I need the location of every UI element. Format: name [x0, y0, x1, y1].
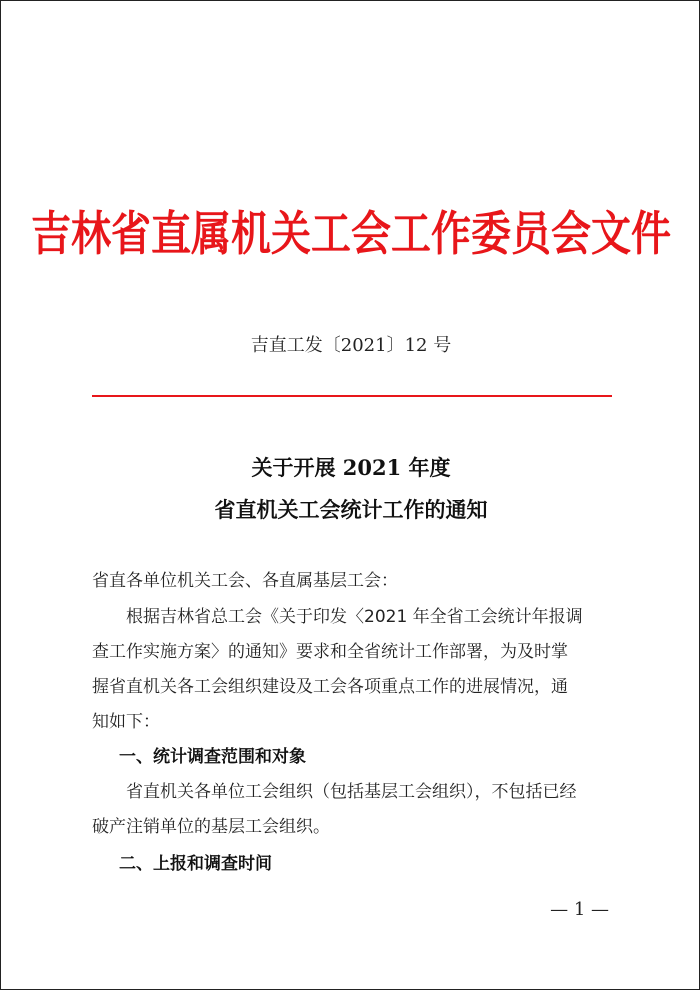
- paragraph-1-line-2: 查工作实施方案〉的通知》要求和全省统计工作部署，为及时掌: [92, 642, 568, 662]
- paragraph-1-line-1: 根据吉林省总工会《关于印发〈2021 年全省工会统计年报调: [92, 607, 583, 627]
- notice-heading-line-1: 关于开展 2021 年度: [251, 455, 451, 480]
- masthead-title: 吉林省直属机关工会工作委员会文件: [31, 206, 671, 262]
- salutation: 省直各单位机关工会、各直属基层工会：: [92, 571, 398, 591]
- page-number: — 1 —: [550, 899, 609, 920]
- section-1-title: 一、统计调查范围和对象: [119, 747, 306, 767]
- section-2-title: 二、上报和调查时间: [119, 854, 272, 874]
- document-number: 吉直工发〔2021〕12 号: [250, 335, 452, 356]
- notice-heading-line-2: 省直机关工会统计工作的通知: [214, 497, 488, 522]
- paragraph-2-line-2: 破产注销单位的基层工会组织。: [92, 817, 330, 837]
- paragraph-1-line-4: 知如下：: [92, 712, 160, 732]
- paragraph-1-line-3: 握省直机关各工会组织建设及工会各项重点工作的进展情况，通: [92, 677, 568, 697]
- paragraph-2-line-1: 省直机关各单位工会组织（包括基层工会组织），不包括已经: [92, 782, 577, 802]
- masthead-red-rule: [92, 395, 612, 397]
